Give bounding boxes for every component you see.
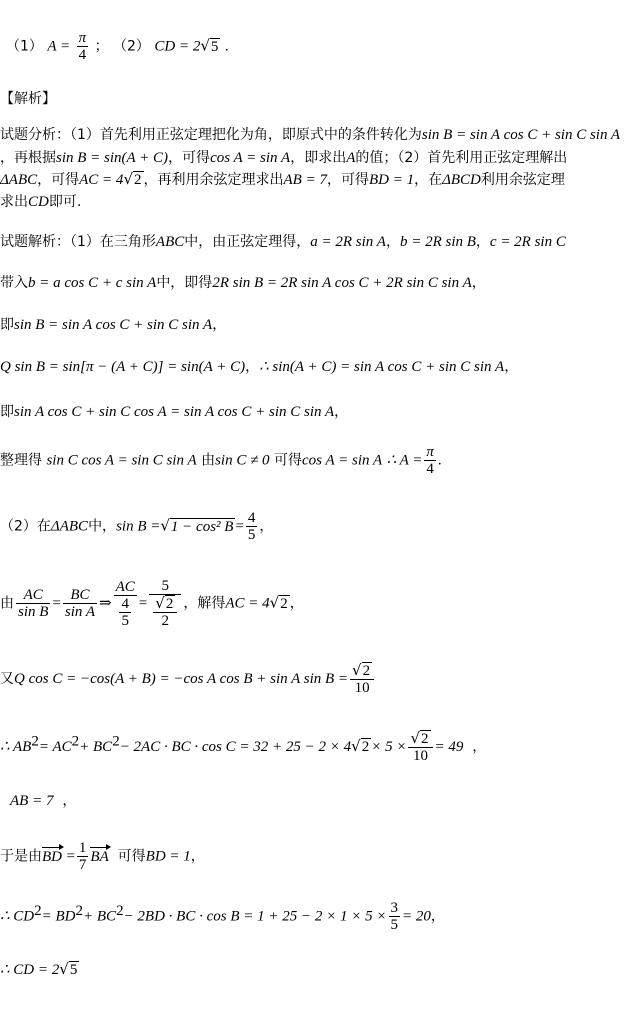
sqrt-sign-icon: √ (351, 737, 361, 755)
solution-text: ， (471, 275, 486, 291)
fraction (77, 840, 89, 873)
analysis-text: ，在 (414, 172, 443, 188)
fraction-denominator (114, 596, 137, 629)
part2-line-6 (0, 840, 630, 873)
analysis-text: ，再根据 (0, 150, 56, 166)
implies-arrow-icon: ⇒ (99, 595, 112, 612)
analysis-text: ，可得 (168, 150, 211, 166)
superscript: 2 (116, 902, 124, 919)
solution-formula: b = 2R sin B (399, 234, 476, 250)
part2-text: ， (62, 793, 77, 809)
part2-text: ，解得 (183, 595, 226, 612)
analysis-text: 即可. (48, 194, 82, 210)
analysis-formula: sin B = sin A cos C + sin C sin A (421, 127, 621, 143)
part2-formula: ΔABC (50, 518, 89, 535)
sqrt-sign-icon: √ (352, 661, 362, 679)
part2-text: 中， (88, 518, 117, 535)
fraction-denominator: 10 (412, 748, 428, 764)
superscript: 2 (75, 902, 84, 919)
part2-formula: BD = 1 (145, 848, 191, 865)
part2-line-8 (0, 960, 630, 979)
solution-text: ， (385, 234, 400, 250)
part2-formula: = BD (41, 908, 76, 925)
radicand: 2 (362, 663, 371, 679)
solution-line-6 (0, 444, 630, 477)
solution-line-2 (0, 272, 630, 292)
part2-formula: = 49 (434, 739, 464, 755)
analysis-formula: sin B = sin(A + C) (56, 150, 169, 166)
part2-text: 可得 (117, 848, 146, 865)
solution-text: 即 (0, 404, 14, 420)
part2-formula: AC = 4 (225, 595, 270, 612)
radicand: 2 (421, 731, 429, 747)
fraction-numerator: AC (16, 587, 50, 604)
solution-formula: ∴ sin(A + C) = sin A cos C + sin C sin A (259, 359, 505, 375)
equals: = (138, 595, 148, 612)
part2-formula: sin B = (116, 518, 161, 535)
solution-text: ， (475, 234, 490, 250)
analysis-formula: BD = 1 (368, 172, 415, 188)
analysis-formula: AB = 7 (283, 172, 327, 188)
solution-text: 即 (0, 317, 14, 333)
answer-part2-label: （2） (113, 38, 150, 55)
answer-part2-eq: CD = 2 (154, 38, 201, 55)
fraction-denominator: sin B (18, 604, 49, 620)
fraction (408, 730, 432, 764)
answer-part1-fraction (77, 30, 89, 63)
fraction-denominator: 5 (247, 527, 256, 543)
part2-formula: − 2AC · BC · cos C = 32 + 25 − 2 × 4 (119, 739, 352, 755)
fraction-denominator: sin A (64, 604, 96, 620)
solution-text: 带入 (0, 275, 28, 291)
solution-line-5 (0, 401, 630, 421)
analysis-text: 的值；（2）首先利用正弦定理解出 (355, 150, 568, 166)
part2-line-4 (0, 730, 630, 764)
solution-formula: ∴ A = (386, 452, 423, 469)
solution-text: ， (504, 359, 519, 375)
analysis-label: 试题分析： (0, 127, 70, 143)
solution-formula: sin A cos C + sin C cos A = sin A cos C + sin C sin A (14, 404, 335, 420)
solution-line-1 (0, 231, 630, 251)
part2-formula: ∴ AB (0, 739, 32, 755)
sqrt-sign-icon: √ (59, 960, 69, 978)
solution-text: 可得 (274, 452, 303, 469)
fraction-numerator (350, 662, 374, 680)
answer-period: . (224, 38, 229, 55)
analysis-formula: ΔABC (0, 172, 38, 188)
part2-text: 于是由 (0, 848, 42, 865)
fraction (424, 444, 436, 477)
fraction-numerator (408, 730, 432, 748)
solution-line-3 (0, 314, 630, 334)
solution-text: ， (212, 317, 227, 333)
answer-line (6, 30, 630, 63)
fraction-numerator: π (78, 30, 87, 46)
answer-part1-eq: A = (47, 38, 71, 55)
analysis-line-1 (0, 124, 630, 144)
fraction (246, 510, 258, 543)
radicand: 1 − cos² B (170, 518, 234, 535)
answer-part1-label: （1） (6, 38, 43, 55)
solution-text: ， (245, 359, 260, 375)
analysis-text: 求出 (0, 194, 28, 210)
part2-formula: ∴ CD = 2 (0, 962, 60, 978)
nested-fraction (119, 596, 131, 629)
sqrt-sign-icon: √ (160, 516, 170, 535)
fraction-denominator: 7 (78, 857, 87, 873)
analysis-line-4 (0, 191, 630, 211)
part2-formula: AB = 7 (10, 793, 54, 809)
solution-formula: Q sin B = sin[π − (A + C)] = sin(A + C) (0, 359, 246, 375)
fraction-denominator: 4 (426, 461, 434, 477)
sqrt-sign-icon: √ (123, 170, 133, 188)
radicand: 2 (280, 595, 288, 612)
analysis-formula: CD (28, 194, 49, 210)
part2-text: 又 (0, 671, 14, 687)
fraction (63, 587, 97, 620)
fraction-denominator: 5 (390, 917, 398, 933)
sqrt-sign-icon: √ (269, 593, 280, 612)
part2-line-3 (0, 662, 630, 696)
part2-formula: = 20 (402, 908, 431, 925)
part2-text: ， (289, 595, 304, 612)
part2-text: ， (472, 739, 487, 755)
part2-line-1 (0, 510, 630, 543)
fraction-numerator: 4 (121, 595, 129, 612)
fraction-numerator: 5 (149, 578, 181, 595)
solution-line-4 (0, 356, 630, 376)
period: . (437, 452, 442, 469)
fraction-denominator: 4 (78, 47, 87, 63)
analysis-text: ，再利用余弦定理求出 (143, 172, 284, 188)
radicand: 5 (69, 962, 78, 978)
solution-text: 整理得 (0, 452, 42, 469)
fraction-numerator (153, 595, 177, 613)
part2-text: 由 (0, 595, 14, 612)
fraction-numerator: 3 (390, 900, 398, 916)
part2-line-2 (0, 578, 630, 629)
vector-bd: BD (42, 848, 62, 865)
analysis-formula: ΔBCD (442, 172, 481, 188)
solution-formula: b = a cos C + c sin A (28, 275, 157, 291)
part2-formula: + BC (83, 908, 117, 925)
fraction-denominator (149, 595, 181, 629)
solution-text: 中，即得 (156, 275, 213, 291)
fraction (16, 587, 50, 620)
equals: = (66, 848, 75, 865)
equals: = (52, 595, 61, 612)
fraction-denominator: 10 (354, 680, 370, 696)
fraction (389, 900, 401, 933)
sqrt-sign-icon: √ (410, 729, 421, 747)
radicand: 2 (165, 596, 174, 612)
superscript: 2 (71, 733, 80, 750)
answer-separator: ； (94, 38, 109, 55)
solution-formula: sin B = sin A cos C + sin C sin A (14, 317, 213, 333)
equals: = (235, 518, 244, 535)
solution-text: ， (334, 404, 349, 420)
solution-text: （1）在三角形 (70, 234, 156, 250)
fraction-numerator: AC (115, 578, 135, 595)
fraction (149, 578, 181, 629)
fraction-numerator: 4 (247, 510, 256, 526)
solution-formula: sin C cos A = sin C sin A (46, 452, 197, 469)
analysis-formula: AC = 4 (79, 172, 124, 188)
part2-text: （2）在 (0, 518, 51, 535)
analysis-text: ，即求出 (290, 150, 347, 166)
part2-text: ， (430, 908, 445, 925)
fraction-denominator: 2 (161, 613, 170, 629)
part2-formula: − 2BD · BC · cos B = 1 + 25 − 2 × 1 × 5 × (123, 908, 387, 925)
part2-formula: + BC (79, 739, 113, 755)
solution-formula: 2R sin B = 2R sin A cos C + 2R sin C sin A (212, 275, 472, 291)
vector-ba: BA (90, 848, 109, 865)
analysis-text: （1）首先利用正弦定理把化为角，即原式中的条件转化为 (70, 127, 422, 143)
analysis-text: ，可得 (326, 172, 369, 188)
solution-label: 试题解析： (0, 234, 70, 250)
superscript: 2 (31, 733, 39, 750)
section-title: 【解析】 (0, 91, 56, 107)
superscript: 2 (112, 733, 120, 750)
radicand: 2 (361, 739, 370, 755)
superscript: 2 (34, 902, 42, 919)
fraction-numerator: π (426, 444, 434, 460)
part2-formula: = AC (38, 739, 72, 755)
solution-formula: c = 2R sin C (489, 234, 566, 250)
solution-text: 由 (201, 452, 216, 469)
analysis-formula: A (346, 150, 356, 166)
fraction-numerator: BC (63, 587, 97, 604)
solution-text: 中，由正弦定理得， (184, 234, 311, 250)
analysis-text: 利用余弦定理 (480, 172, 565, 188)
analysis-line-3 (0, 169, 630, 189)
solution-formula: cos A = sin A (302, 452, 383, 469)
analysis-text: ，可得 (37, 172, 80, 188)
part2-line-7 (0, 900, 630, 933)
fraction (350, 662, 374, 696)
fraction (114, 579, 137, 629)
part2-text: ， (259, 518, 274, 535)
analysis-line-2 (0, 147, 630, 167)
sqrt-sign-icon: √ (155, 594, 165, 612)
radicand: 2 (134, 172, 142, 188)
part2-text: ， (190, 848, 205, 865)
fraction-denominator: 5 (121, 612, 129, 629)
solution-formula: a = 2R sin A (310, 234, 386, 250)
part2-formula: Q cos C = −cos(A + B) = −cos A cos B + sin A sin B = (14, 671, 349, 687)
fraction-numerator: 1 (78, 840, 87, 856)
solution-formula: ABC (155, 234, 185, 250)
part2-formula: × 5 × (371, 739, 407, 755)
radicand: 5 (210, 38, 219, 55)
part2-line-5 (10, 790, 630, 810)
nested-fraction (153, 595, 177, 629)
part2-formula: ∴ CD (0, 908, 35, 925)
analysis-formula: cos A = sin A (210, 150, 291, 166)
solution-formula: sin C ≠ 0 (215, 452, 270, 469)
sqrt-sign-icon: √ (200, 36, 210, 55)
